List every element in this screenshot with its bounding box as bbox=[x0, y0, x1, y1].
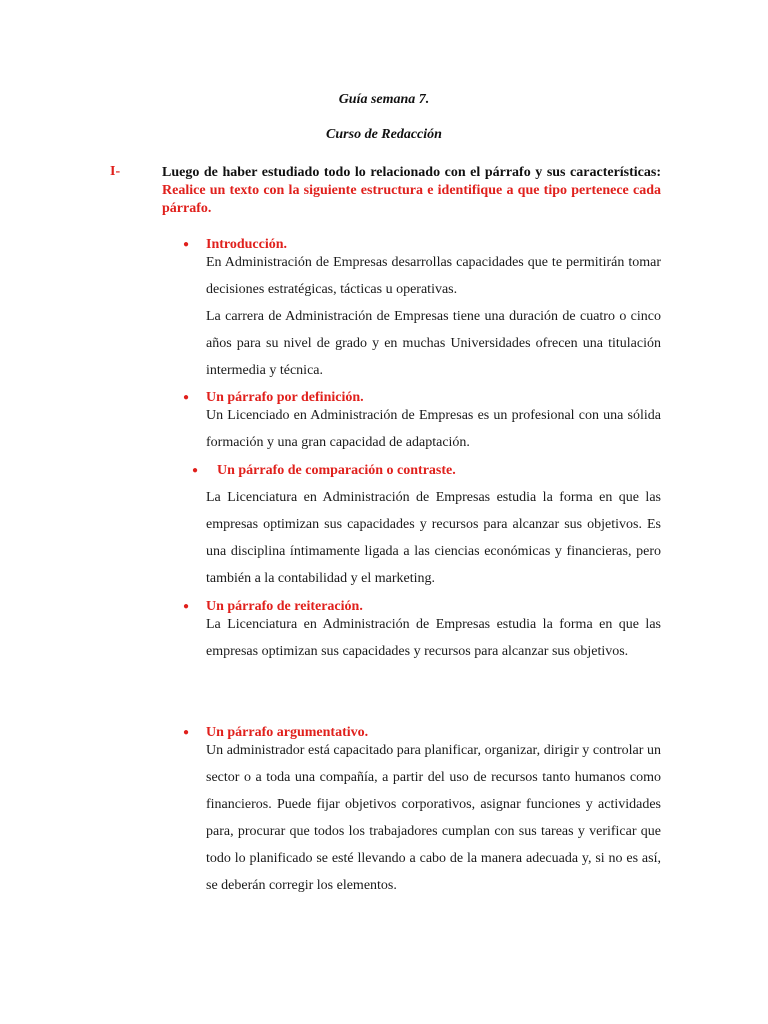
paragraph: La carrera de Administración de Empresas tiene una duración de cuatro o cinco años para su nivel de grado y en muchas Universidades ofrecen una titulación intermedia y técnica. bbox=[206, 309, 661, 378]
bullet-dot-icon: ● bbox=[183, 601, 190, 612]
document-title: Guía semana 7. bbox=[338, 92, 430, 107]
instructions-highlight: Realice un texto con la siguiente estructura e identifique a que tipo pertenece cada párrafo. bbox=[162, 183, 661, 216]
item-body bbox=[206, 484, 661, 592]
paragraph: Un Licenciado en Administración de Empresas es un profesional con una sólida formación y una gran capacidad de adaptación. bbox=[206, 408, 661, 450]
item-heading: Introducción. bbox=[206, 237, 288, 252]
item-heading: Un párrafo por definición. bbox=[206, 390, 364, 405]
paragraph: Un administrador está capacitado para planificar, organizar, dirigir y controlar un sector o a toda una compañía, a partir del uso de recursos tanto humanos como financieros. Puede fijar objetivos corporativos, asignar funciones y actividades para, procurar que todos los trabajadores cumplan con sus tareas y verificar que todo lo planificado se esté llevando a cabo de la manera adecuada y, si no es así, se deberán corregir los elementos. bbox=[206, 743, 661, 893]
paragraph: La Licenciatura en Administración de Empresas estudia la forma en que las empresas optimizan sus capacidades y recursos para alcanzar sus objetivos. Es una disciplina íntimamente ligada a las ciencias económicas y financieras, pero también a la contabilidad y el marketing. bbox=[206, 490, 661, 586]
paragraph: La Licenciatura en Administración de Empresas estudia la forma en que las empresas optimizan sus capacidades y recursos para alcanzar sus objetivos. bbox=[206, 617, 661, 659]
section-number: I- bbox=[110, 164, 121, 179]
item-body bbox=[206, 402, 661, 456]
item-body bbox=[206, 737, 661, 899]
bullet-dot-icon: ● bbox=[183, 239, 190, 250]
section-instructions bbox=[162, 164, 661, 218]
bullet-dot-icon: ● bbox=[192, 465, 199, 476]
item-heading: Un párrafo argumentativo. bbox=[206, 725, 369, 740]
instructions-text: Luego de haber estudiado todo lo relacionado con el párrafo y sus características: bbox=[162, 165, 661, 180]
item-body bbox=[206, 611, 661, 665]
bullet-dot-icon: ● bbox=[183, 727, 190, 738]
item-heading: Un párrafo de reiteración. bbox=[206, 599, 363, 614]
item-heading: Un párrafo de comparación o contraste. bbox=[217, 463, 456, 478]
bullet-dot-icon: ● bbox=[183, 392, 190, 403]
item-body bbox=[206, 249, 661, 384]
paragraph: En Administración de Empresas desarrollas capacidades que te permitirán tomar decisiones estratégicas, tácticas u operativas. bbox=[206, 255, 661, 297]
document-subtitle: Curso de Redacción bbox=[326, 127, 442, 142]
